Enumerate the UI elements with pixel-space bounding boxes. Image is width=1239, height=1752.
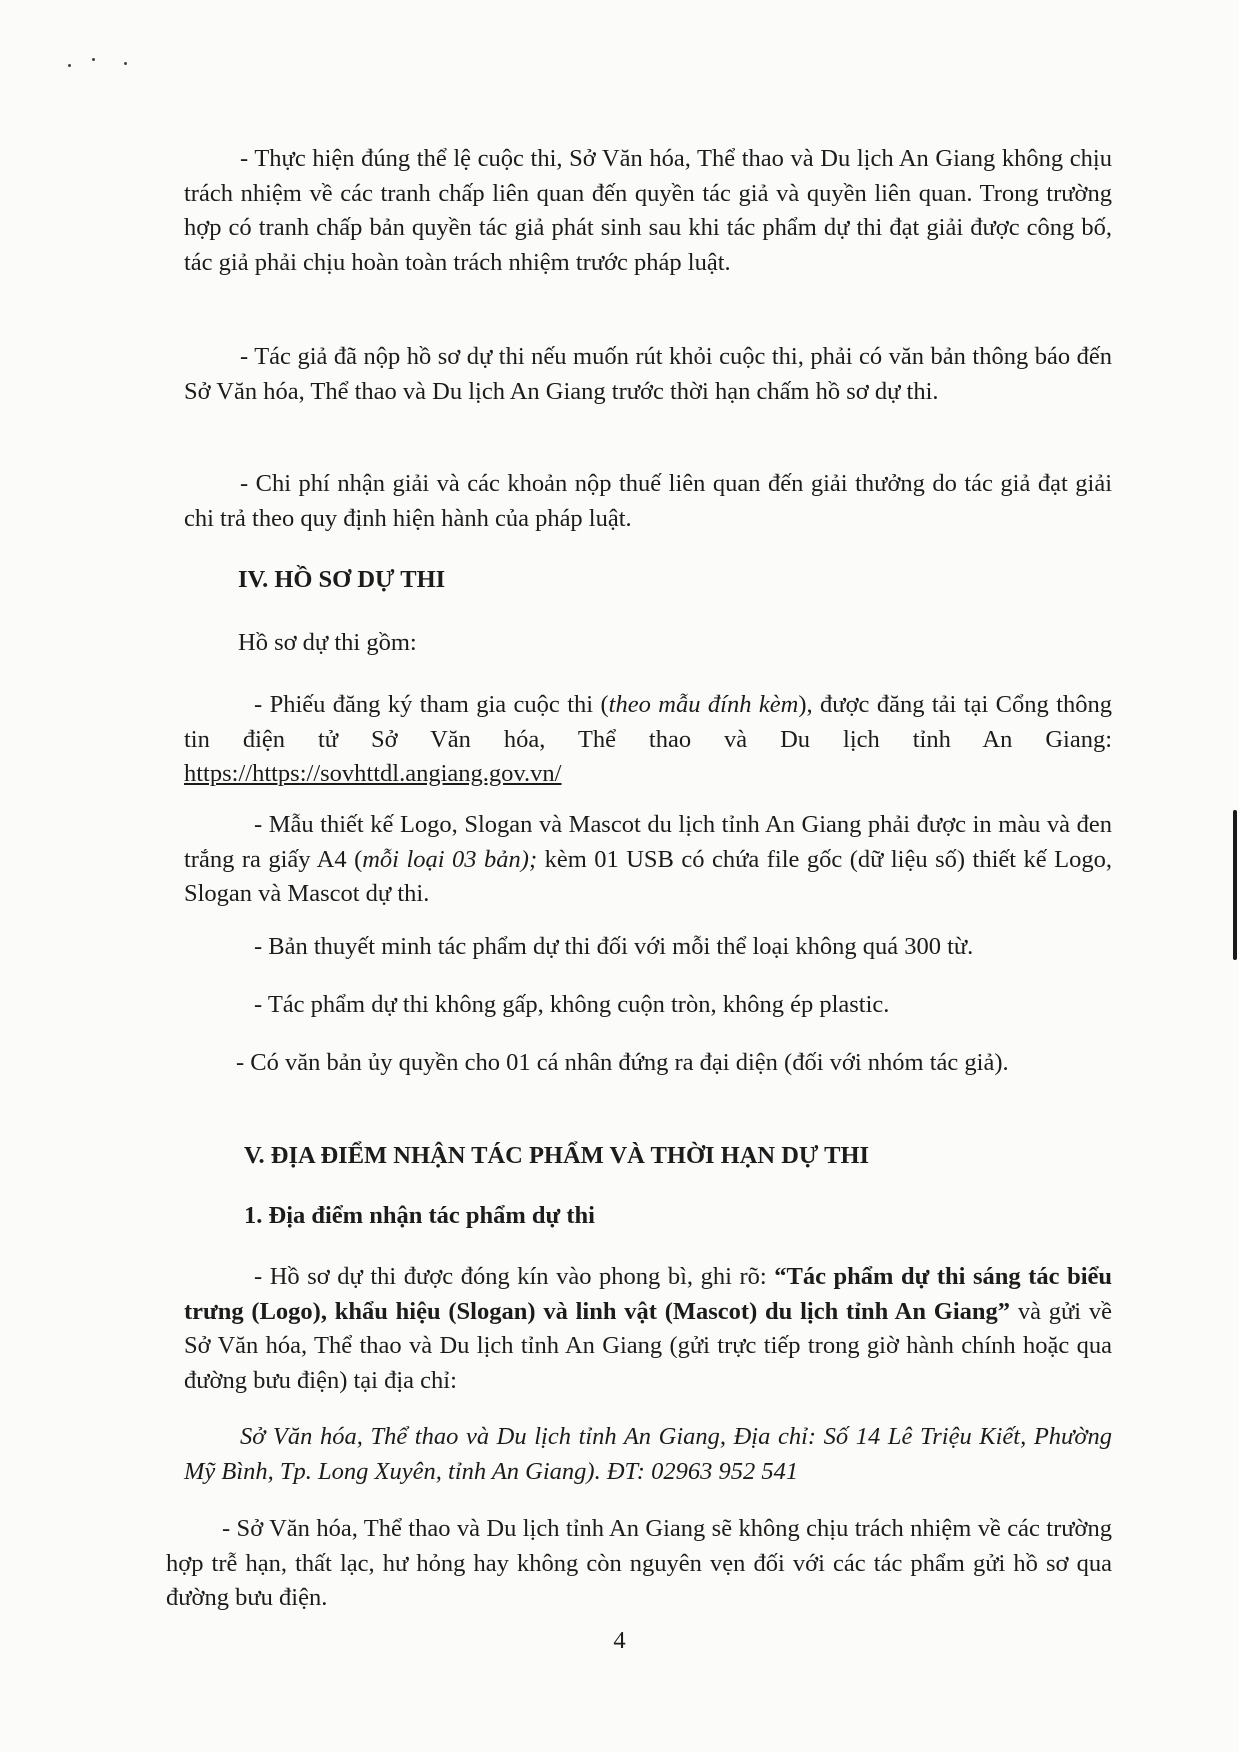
section-5-heading: V. ĐỊA ĐIỂM NHẬN TÁC PHẨM VÀ THỜI HẠN DỰ THI [244, 1142, 870, 1169]
scan-edge-mark [1233, 810, 1237, 960]
address-block: Sở Văn hóa, Thể thao và Du lịch tỉnh An Giang, Địa chỉ: Số 14 Lê Triệu Kiết, Phường Mỹ Bình, Tp. Long Xuyên, tỉnh An Giang). ĐT: 02963 952 541 [184, 1423, 1112, 1485]
paragraph-withdrawal: - Tác giả đã nộp hồ sơ dự thi nếu muốn rút khỏi cuộc thi, phải có văn bản thông báo đến Sở Văn hóa, Thể thao và Du lịch An Giang trước thời hạn chấm hồ sơ dự thi. [184, 343, 1112, 405]
item-registration-form [184, 688, 1112, 792]
section-4-heading: IV. HỒ SƠ DỰ THI [238, 566, 446, 593]
paragraph-envelope [184, 1260, 1112, 1398]
para1-bold: “Tác phẩm dự thi sáng tác biểu trưng (Logo), khẩu hiệu (Slogan) và linh vật (Mascot) du lịch tỉnh An Giang” [184, 1263, 1113, 1325]
item1-text-b: ), được đăng tải tại Cổng thông tin điện tử Sở Văn hóa, Thể thao và Du lịch tỉnh An Giang: [184, 691, 1113, 753]
portal-link[interactable]: https://https://sovhttdl.angiang.gov.vn/ [184, 760, 562, 787]
item-description: - Bản thuyết minh tác phẩm dự thi đối với mỗi thể loại không quá 300 từ. [254, 933, 974, 960]
item1-italic: theo mẫu đính kèm [608, 691, 799, 718]
para1-text-a: - Hồ sơ dự thi được đóng kín vào phong bì, ghi rõ: [254, 1263, 775, 1290]
item-authorization: - Có văn bản ủy quyền cho 01 cá nhân đứng ra đại diện (đối với nhóm tác giả). [236, 1049, 1009, 1076]
item-no-folding: - Tác phẩm dự thi không gấp, không cuộn tròn, không ép plastic. [254, 991, 890, 1018]
section-5-subheading: 1. Địa điểm nhận tác phẩm dự thi [244, 1202, 595, 1229]
page-number: 4 [613, 1627, 626, 1654]
item2-text-a: - Mẫu thiết kế Logo, Slogan và Mascot du lịch tỉnh An Giang phải được in màu và đen trắng ra giấy A4 ( [184, 811, 1112, 873]
item2-text-b: kèm 01 USB có chứa file gốc (dữ liệu số) thiết kế Logo, Slogan và Mascot dự thi. [184, 845, 1112, 907]
item1-text-a: - Phiếu đăng ký tham gia cuộc thi ( [254, 691, 609, 718]
item-design-samples [184, 808, 1112, 912]
item2-italic: mỗi loại 03 bản); [362, 845, 538, 873]
section-4-intro: Hồ sơ dự thi gồm: [238, 629, 417, 656]
paragraph-liability: - Sở Văn hóa, Thể thao và Du lịch tỉnh An Giang sẽ không chịu trách nhiệm về các trường hợp trễ hạn, thất lạc, hư hỏng hay không còn nguyên vẹn đối với các tác phẩm gửi hồ sơ qua đường bưu điện. [166, 1515, 1112, 1611]
scan-specks [66, 56, 136, 76]
para1-text-b: và gửi về Sở Văn hóa, Thể thao và Du lịch tỉnh An Giang (gửi trực tiếp trong giờ hành chính hoặc qua đường bưu điện) tại địa chỉ: [184, 1297, 1112, 1394]
paragraph-tax: - Chi phí nhận giải và các khoản nộp thuế liên quan đến giải thưởng do tác giả đạt giải chi trả theo quy định hiện hành của pháp luật. [184, 470, 1112, 532]
paragraph-copyright: - Thực hiện đúng thể lệ cuộc thi, Sở Văn hóa, Thể thao và Du lịch An Giang không chịu trách nhiệm về các tranh chấp liên quan đến quyền tác giả và quyền liên quan. Trong trường hợp có tranh chấp bản quyền tác giả phát sinh sau khi tác phẩm dự thi đạt giải được công bố, tác giả phải chịu hoàn toàn trách nhiệm trước pháp luật. [184, 145, 1112, 276]
